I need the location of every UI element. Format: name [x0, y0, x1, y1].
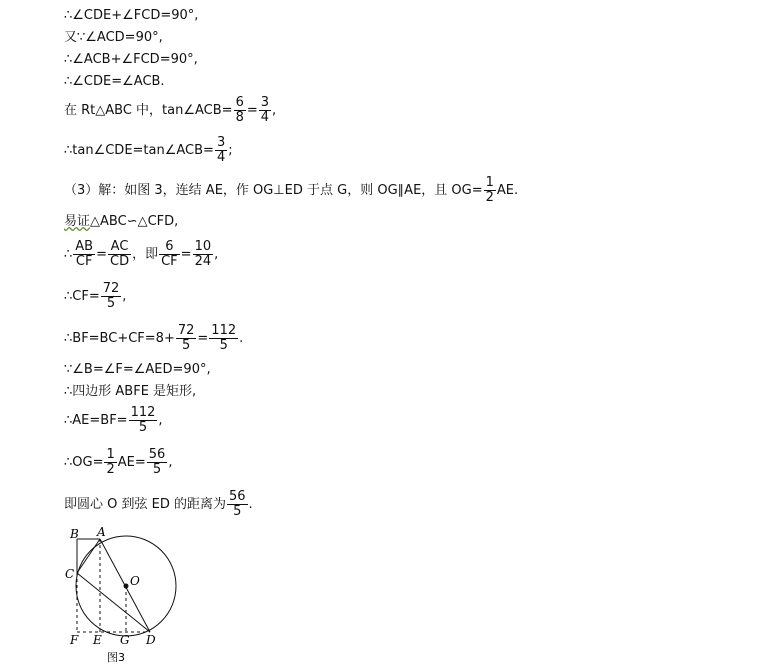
line-6 — [64, 136, 233, 165]
fraction-numerator: 3 — [216, 135, 226, 150]
label-a: A — [97, 525, 106, 539]
fraction-denominator: 5 — [219, 338, 228, 353]
fraction — [215, 136, 227, 165]
fraction — [129, 406, 158, 435]
fraction-numerator: 3 — [260, 95, 270, 110]
line-15-prefix: ∴OG= — [64, 455, 104, 470]
line-8-rest: △ABC∽△CFD, — [90, 214, 179, 229]
fraction-numerator: 10 — [194, 239, 212, 254]
fraction — [147, 448, 168, 477]
line-9-prefix: ∴ — [64, 247, 73, 262]
line-6-suffix: ; — [228, 143, 233, 158]
line-10-suffix: , — [122, 289, 127, 304]
line-14-suffix: , — [158, 413, 163, 428]
label-f: F — [70, 633, 79, 647]
line-10-prefix: ∴CF= — [64, 289, 100, 304]
fraction-numerator: 56 — [148, 447, 166, 462]
label-o: O — [130, 574, 140, 588]
fraction — [234, 96, 246, 125]
fraction — [259, 96, 271, 125]
fraction-numerator: 72 — [177, 323, 195, 338]
fraction-denominator: 5 — [106, 296, 116, 311]
line-4: ∴∠CDE=∠ACB. — [64, 74, 165, 89]
line-2: 又∵∠ACD=90°, — [64, 30, 163, 45]
fraction-numerator: AB — [75, 239, 94, 254]
geometry-figure-3 — [60, 524, 190, 666]
fraction — [193, 240, 214, 269]
line-9-mid: ，即 — [132, 247, 159, 262]
fraction-denominator: 2 — [106, 462, 115, 477]
fraction-denominator: CF — [161, 254, 178, 269]
label-b: B — [70, 527, 79, 541]
fraction-denominator: 2 — [485, 190, 494, 205]
line-3: ∴∠ACB+∠FCD=90°, — [64, 52, 198, 67]
line-14 — [64, 406, 163, 435]
line-10 — [64, 282, 126, 311]
label-e: E — [93, 633, 102, 647]
fraction — [108, 240, 131, 269]
fraction-numerator: 72 — [102, 281, 120, 296]
fraction-denominator: 5 — [233, 504, 242, 519]
fraction-denominator: 5 — [138, 420, 148, 435]
line-7-suffix: AE. — [496, 183, 519, 198]
figure-caption: 图3 — [107, 651, 125, 664]
fraction — [73, 240, 95, 269]
line-5-suffix: , — [272, 103, 277, 118]
fraction-denominator: 8 — [235, 110, 244, 125]
line-11-prefix: ∴BF=BC+CF=8+ — [64, 331, 175, 346]
fraction-numerator: 112 — [130, 405, 156, 420]
fraction — [227, 490, 248, 519]
equals-sign: = — [180, 247, 192, 262]
fraction-denominator: CF — [75, 254, 93, 269]
fraction-denominator: 5 — [152, 462, 162, 477]
line-9-suffix: , — [214, 247, 219, 262]
fraction — [209, 324, 238, 353]
fraction-numerator: 1 — [106, 447, 115, 462]
fraction-denominator: CD — [110, 254, 130, 269]
line-11-suffix: . — [239, 331, 244, 346]
equals-sign: = — [246, 103, 258, 118]
equals-sign: = — [96, 247, 107, 262]
line-16-prefix: 即圆心 O 到弦 ED 的距离为 — [64, 497, 226, 512]
fraction-denominator: 5 — [181, 338, 191, 353]
fraction-numerator: 6 — [159, 240, 180, 255]
line-6-prefix: ∴tan∠CDE=tan∠ACB= — [64, 143, 214, 158]
fraction-numerator: 6 — [235, 95, 244, 110]
line-16 — [64, 490, 253, 519]
fraction — [176, 324, 197, 353]
line-12: ∵∠B=∠F=∠AED=90°, — [64, 362, 211, 377]
line-15 — [64, 448, 172, 477]
fraction — [104, 448, 116, 477]
center-point-o — [124, 584, 129, 589]
fraction — [159, 240, 180, 269]
fraction-numerator: 56 — [229, 489, 246, 504]
fraction-denominator: 24 — [194, 254, 212, 269]
label-g: G — [120, 633, 130, 647]
segment-ac — [77, 539, 100, 573]
line-5 — [64, 96, 276, 125]
label-d: D — [146, 633, 156, 647]
fraction-numerator: AC — [108, 240, 131, 255]
fraction — [484, 176, 496, 205]
line-7-prefix: （3）解：如图 3，连结 AE，作 OG⊥ED 于点 G，则 OG∥AE，且 OG= — [64, 183, 483, 198]
fraction-denominator: 4 — [216, 150, 226, 165]
line-11 — [64, 324, 243, 353]
line-16-suffix: . — [248, 497, 253, 512]
fraction — [101, 282, 122, 311]
line-1: ∴∠CDE+∠FCD=90°, — [64, 8, 199, 23]
line-13: ∴四边形 ABFE 是矩形, — [64, 384, 197, 399]
line-15-suffix: , — [168, 455, 173, 470]
label-c: C — [65, 567, 75, 581]
line-15-mid: AE= — [117, 455, 146, 470]
line-14-prefix: ∴AE=BF= — [64, 413, 128, 428]
line-8 — [64, 214, 178, 230]
line-7 — [64, 176, 518, 205]
line-5-prefix: 在 Rt△ABC 中，tan∠ACB= — [64, 103, 233, 118]
fraction-numerator: 112 — [211, 323, 237, 338]
line-9 — [64, 240, 218, 269]
equals-sign: = — [197, 331, 209, 346]
fraction-denominator: 4 — [260, 110, 270, 125]
fraction-numerator: 1 — [485, 175, 494, 190]
wavy-underlined-text: 易证 — [64, 214, 91, 229]
